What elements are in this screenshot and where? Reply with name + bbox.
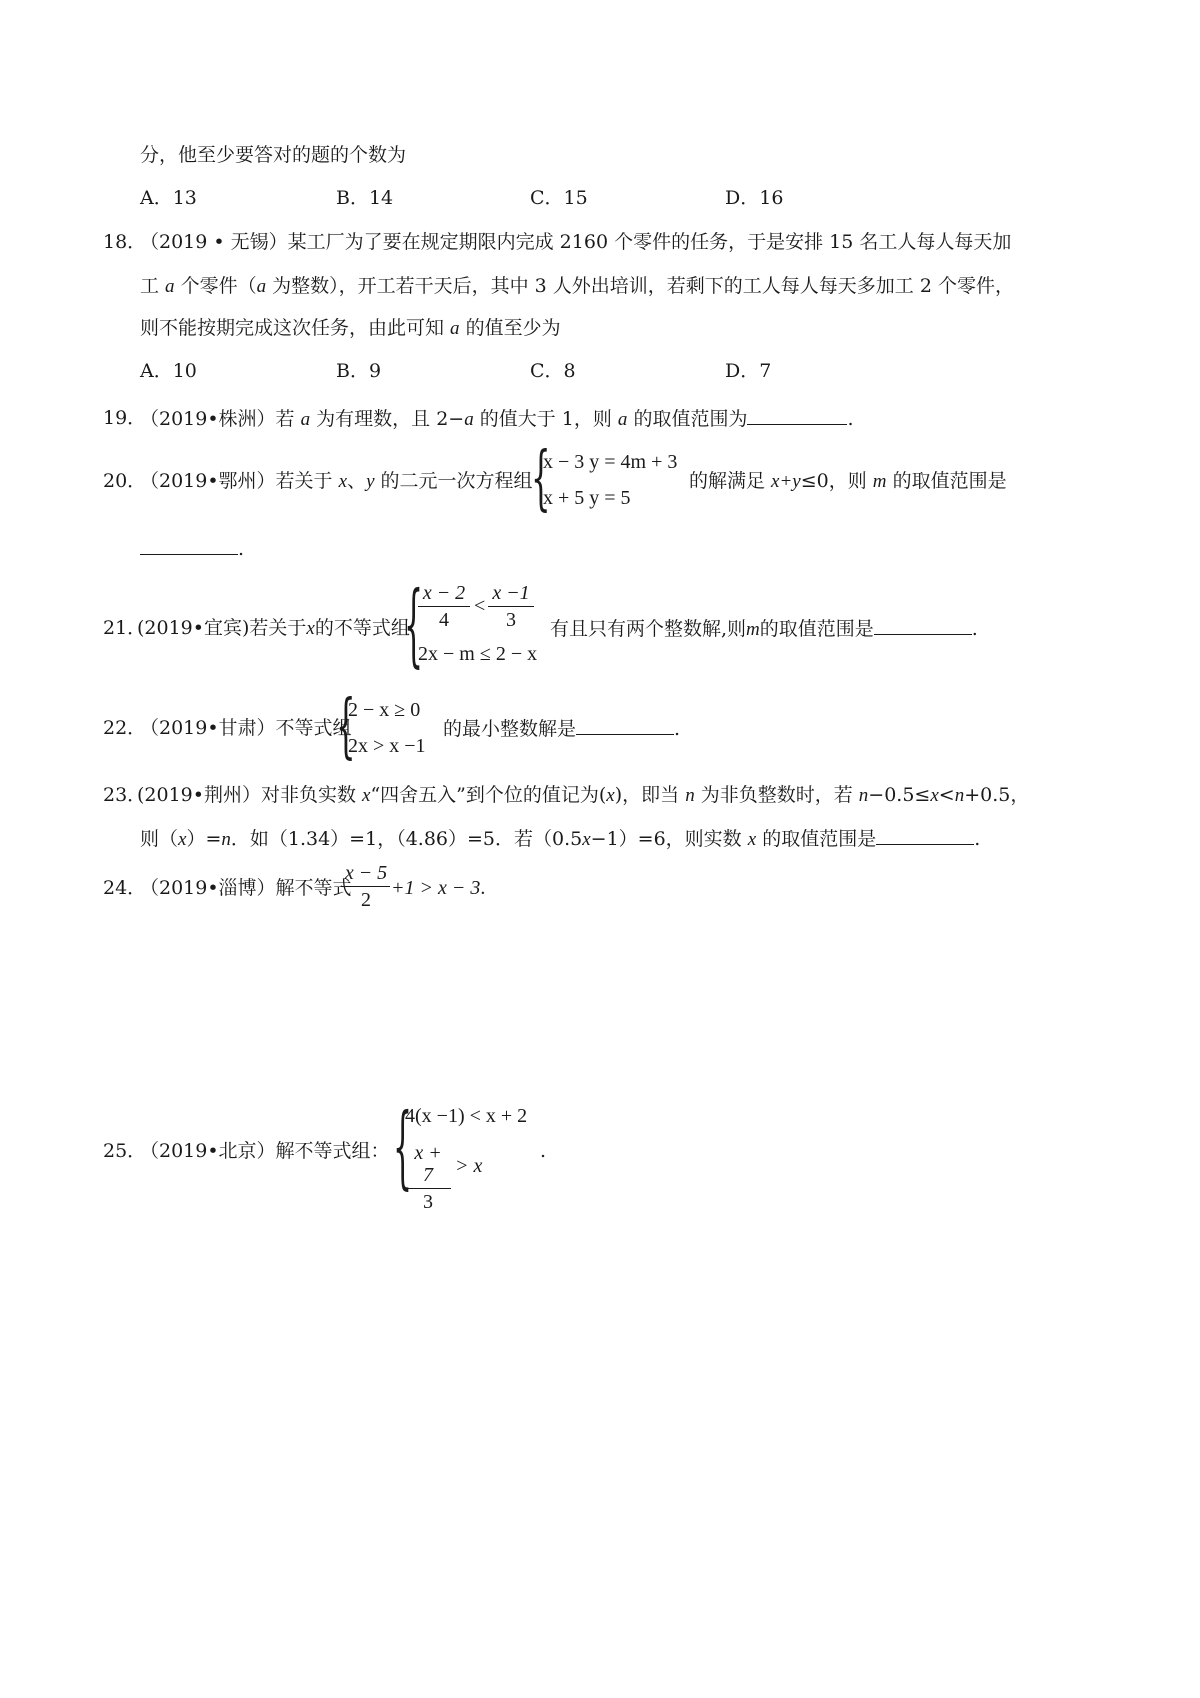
var-a: a [617,409,628,430]
q18-option-c: C．8 [530,360,576,382]
text: )，即当 [614,784,686,806]
text: （2019•鄂州）若关于 [140,470,339,492]
var-m: m [872,471,887,492]
equation-2: x + 5 y = 5 [543,487,631,509]
q17-continuation: 分，他至少要答对的题的个数为 [140,144,407,166]
q25-end: . [540,1140,547,1162]
text: 的最小整数解是 [443,718,577,740]
answer-blank [876,826,974,845]
text: < [938,784,955,806]
brace: { [404,572,424,678]
text: 为非负整数时，若 [694,784,859,806]
fraction-bar [405,1188,451,1189]
denominator: 3 [506,609,516,631]
numerator: x − 2 [422,582,466,604]
text: 为有理数，且 2− [310,408,465,430]
expression: +1 > x − 3 [391,877,481,899]
answer-blank [747,406,847,425]
text: . [847,408,854,430]
q24-text-lead: （2019•淄博）解不等式 [140,877,352,899]
q20-answer-line [140,536,244,561]
var-m: m [746,619,760,640]
q21-number: 21． [103,617,147,639]
text: ．如（1.34）=1，（4.86）=5．若（0.5 [230,828,583,850]
q17-option-d: D．16 [725,187,784,209]
q23-number: 23． [103,784,147,806]
var-x: x [306,618,315,639]
text: −0.5≤ [868,784,931,806]
brace: { [336,685,356,768]
fraction-bar [418,606,470,607]
text: 工 [140,275,166,297]
brace: { [393,1094,413,1200]
var-x: x [930,785,939,806]
q17-option-b: B．14 [336,187,394,209]
var-x: x [338,471,348,492]
q18-line-2 [140,274,1014,299]
q24-number: 24． [103,877,147,899]
q22-text-lead: （2019•甘肃）不等式组 [140,717,352,739]
text: 的值大于 1，则 [473,408,618,430]
text: 的解满足 [689,470,772,492]
text: 的取值范围是 [759,618,874,640]
text: . [971,618,978,640]
text: “四舍五入”到个位的值记为( [370,784,607,806]
var-x: x [362,785,371,806]
var-n: n [685,785,695,806]
q22-number: 22． [103,717,147,739]
brace: { [531,437,551,520]
fraction [405,1142,451,1213]
q24-inequality-rest [391,876,485,900]
q24-fraction [342,862,390,911]
numerator: x − 5 [344,862,388,884]
text: 为整数），开工若干天后，其中 3 人外出培训，若剩下的工人每人每天多加工 2 个零件， [266,275,1014,297]
q22-inequality-system [336,685,446,768]
q21-text-tail [550,616,978,642]
q18-line-3 [140,316,561,341]
q18-line-1: （2019 • 无锡）某工厂为了要在规定期限内完成 2160 个零件的任务，于是安排 15 名工人每人每天加 [140,231,1012,253]
var-x: x [747,829,757,850]
inequality-1: 4(x −1) < x + 2 [405,1105,528,1127]
q20-number: 20． [103,470,147,492]
fraction-bar [488,606,534,607]
var-a: a [256,276,267,297]
fraction-1 [418,582,470,631]
answer-blank [874,616,972,635]
text: 有且只有两个整数解,则 [550,618,747,640]
text: 的二元一次方程组 [374,470,533,492]
var-a: a [300,409,311,430]
text: 的取值范围为 [627,408,748,430]
var-x: x [582,829,591,850]
text: ）= [186,828,222,850]
q18-number: 18． [103,231,147,253]
text: 则不能按期完成这次任务，由此可知 [140,317,451,339]
var-a: a [464,409,474,430]
inequality-2: 2x − m ≤ 2 − x [418,643,538,665]
denominator: 3 [423,1191,433,1213]
text: −1）=6，则实数 [590,828,748,850]
q18-option-d: D．7 [725,360,772,382]
text: 的取值范围是 [886,470,1007,492]
fraction-bar [342,886,390,887]
text: 的不等式组 [314,617,410,639]
q25-text-lead: （2019•北京）解不等式组： [140,1140,390,1162]
q17-option-c: C．15 [530,187,588,209]
text: 、 [347,470,367,492]
text: (2019•荆州）对非负实数 [137,784,363,806]
q21-text-lead [137,616,410,641]
var-a: a [165,276,175,297]
q22-text-tail [443,716,680,741]
text: . [238,538,245,560]
q20-text-lead [140,469,533,494]
q19-text [140,406,854,432]
q23-line-2 [140,826,980,852]
var-n: n [858,785,869,806]
inequality-2: 2x > x −1 [348,735,426,757]
text: 个零件（ [174,275,257,297]
q17-option-a: A．13 [140,187,197,209]
inequality-1: 2 − x ≥ 0 [348,699,421,721]
text: ≤0，则 [800,470,873,492]
text: . [480,877,486,899]
numerator: x + 7 [414,1142,442,1186]
q25-number: 25． [103,1140,147,1162]
var-n: n [221,829,231,850]
var-a: a [450,318,460,339]
answer-blank [576,716,674,735]
q19-number: 19． [103,407,147,429]
var-y: y [366,471,375,492]
answer-blank [140,536,238,555]
q25-inequality-system [393,1094,543,1213]
q21-inequality-system [404,572,554,678]
text: 的值至少为 [459,317,561,339]
denominator: 4 [439,609,449,631]
text: . [674,718,681,740]
text: +0.5， [964,784,1030,806]
text: 的取值范围是 [756,828,877,850]
text: 则（ [140,828,179,850]
q18-option-b: B．9 [336,360,382,382]
q20-equation-system [531,437,691,520]
var-n: n [954,785,965,806]
q23-line-1 [137,783,1029,808]
text: (2019•宜宾)若关于 [137,617,307,639]
text: . [974,828,981,850]
text: （2019•株洲）若 [140,408,301,430]
fraction-2 [488,582,534,631]
less-than: < [474,595,486,617]
q20-text-tail [689,469,1007,494]
numerator: x −1 [492,582,530,604]
denominator: 2 [361,889,371,911]
equation-1: x − 3 y = 4m + 3 [543,451,678,473]
inequality-2-rest: > x [455,1155,483,1177]
var-x: x [606,785,615,806]
var-expr: x+y [771,471,801,492]
var-x: x [178,829,187,850]
q18-option-a: A．10 [140,360,197,382]
